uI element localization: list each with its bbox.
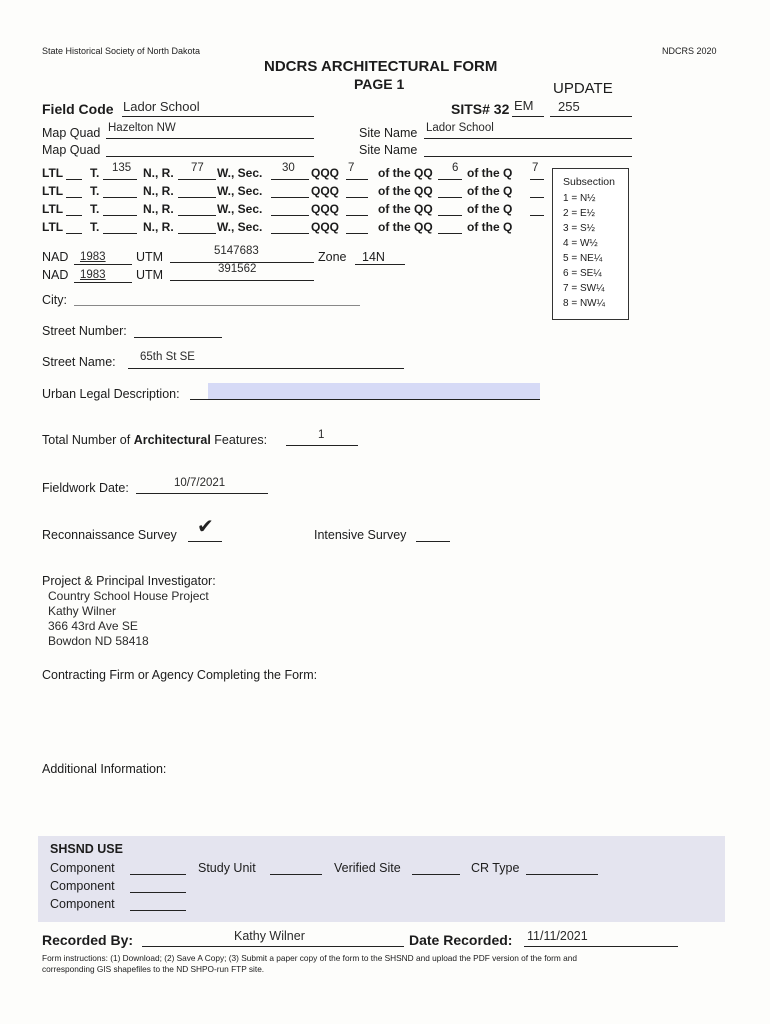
map-quad-line-2 [106,156,314,157]
study-unit-label: Study Unit [198,861,256,875]
section-label: W., Sec. [217,166,263,180]
legal-blank-line[interactable] [103,215,137,216]
subsection-item: 4 = W½ [563,238,598,249]
street-name-label: Street Name: [42,355,116,369]
map-quad-label-2: Map Quad [42,143,101,157]
project-line: Country School House Project [48,589,209,603]
zone-line [355,264,405,265]
ltl-label: LTL [42,220,64,234]
qq-label: of the QQ [378,220,433,234]
site-name-line-2 [424,156,632,157]
qq-label: of the QQ [378,202,433,216]
shsnd-title: SHSND USE [50,842,123,856]
field-code-value[interactable]: Lador School [123,99,200,114]
nad-label-2: NAD [42,268,69,282]
intensive-line [416,541,450,542]
utm-label-1: UTM [136,250,164,264]
legal-blank-line[interactable] [271,215,309,216]
instructions-line-2: corresponding GIS shapefiles to the ND SHPO-run FTP site. [42,964,265,974]
sits-number-line [550,116,632,117]
range-label: N., R. [143,202,174,216]
total-features-line [286,445,358,446]
component-line-1[interactable] [130,874,186,875]
project-line: 366 43rd Ave SE [48,619,138,633]
qq-value[interactable]: 6 [452,162,459,174]
component-line-3[interactable] [130,910,186,911]
legal-blank-line[interactable] [530,197,544,198]
total-features-label: Total Number of Architectural Features: [42,433,268,447]
utm-value-1[interactable]: 5147683 [214,245,259,257]
sits-label: SITS# 32 [451,101,510,117]
site-name-label-2: Site Name [359,143,418,157]
zone-value[interactable]: 14N [362,250,385,264]
section-label: W., Sec. [217,220,263,234]
study-unit-line[interactable] [270,874,322,875]
site-name-label-1: Site Name [359,126,418,140]
q-value[interactable]: 7 [532,162,539,174]
legal-blank-line[interactable] [346,215,368,216]
nad-year-line-2 [74,282,132,283]
subsection-item: 8 = NW¼ [563,298,605,309]
component-label-2: Component [50,879,115,893]
street-name-line [128,368,404,369]
range-label: N., R. [143,184,174,198]
urban-legal-label: Urban Legal Description: [42,387,180,401]
map-quad-line-1 [106,138,314,139]
nad-label-1: NAD [42,250,69,264]
qq-label: of the QQ [378,166,433,180]
subsection-legend [552,168,629,320]
form-title: NDCRS ARCHITECTURAL FORM [264,58,498,75]
legal-blank-line[interactable] [346,197,368,198]
legal-blank-line[interactable] [438,197,462,198]
recon-check-icon[interactable]: ✔ [197,516,214,538]
legal-blank-line[interactable] [178,233,216,234]
total-features-value[interactable]: 1 [318,429,325,441]
qqq-label: QQQ [311,184,340,198]
utm-value-2[interactable]: 391562 [218,263,257,275]
legal-blank-line[interactable] [438,233,462,234]
legal-blank-line[interactable] [103,197,137,198]
intensive-survey-label: Intensive Survey [314,528,407,542]
subsection-item: 6 = SE¼ [563,268,602,279]
legal-blank-line[interactable] [178,215,216,216]
section-value[interactable]: 30 [282,162,295,174]
section-label: W., Sec. [217,202,263,216]
page-label: PAGE 1 [354,76,405,92]
township-label: T. [90,202,100,216]
township-label: T. [90,166,100,180]
ltl-label: LTL [42,184,64,198]
legal-blank-line[interactable] [346,233,368,234]
legal-blank-line[interactable] [66,179,82,180]
fieldwork-date-label: Fieldwork Date: [42,481,129,495]
recorded-by-line [142,946,404,947]
legal-blank-line[interactable] [66,233,82,234]
legal-blank-line[interactable] [271,233,309,234]
nad-year-line-1 [74,264,132,265]
legal-blank-line[interactable] [346,179,368,180]
recon-line [188,541,222,542]
shsnd-use-box [38,836,725,922]
qqq-value[interactable]: 7 [348,162,355,174]
component-line-2[interactable] [130,892,186,893]
ltl-label: LTL [42,202,64,216]
sits-county[interactable]: EM [514,98,534,113]
qqq-label: QQQ [311,166,340,180]
verified-site-label: Verified Site [334,861,401,875]
site-name-value-1[interactable]: Lador School [426,122,494,134]
subsection-item: 2 = E½ [563,208,595,219]
fieldwork-date-value[interactable]: 10/7/2021 [174,477,226,489]
ltl-label: LTL [42,166,64,180]
subsection-item: 1 = N½ [563,193,596,204]
zone-label: Zone [318,250,347,264]
q-label: of the Q [467,202,513,216]
qqq-label: QQQ [311,220,340,234]
township-value[interactable]: 135 [112,162,132,174]
city-line [74,305,360,306]
project-line: Bowdon ND 58418 [48,634,149,648]
component-label-3: Component [50,897,115,911]
subsection-title: Subsection [563,176,615,188]
qq-label: of the QQ [378,184,433,198]
legal-blank-line[interactable] [103,233,137,234]
legal-blank-line[interactable] [530,215,544,216]
update-label: UPDATE [553,80,613,97]
map-quad-label-1: Map Quad [42,126,101,140]
utm-line-2 [170,280,314,281]
map-quad-value-1[interactable]: Hazelton NW [108,122,176,134]
range-label: N., R. [143,166,174,180]
cr-type-line[interactable] [526,874,598,875]
township-label: T. [90,220,100,234]
legal-blank-line[interactable] [178,197,216,198]
subsection-item: 7 = SW¼ [563,283,605,294]
field-code-label: Field Code [42,101,114,117]
street-number-label: Street Number: [42,324,127,338]
qqq-label: QQQ [311,202,340,216]
verified-site-line[interactable] [412,874,460,875]
org-name: State Historical Society of North Dakota [42,46,201,56]
range-value[interactable]: 77 [191,162,204,174]
component-label-1: Component [50,861,115,875]
nad-year-2[interactable]: 1983 [80,269,106,281]
township-label: T. [90,184,100,198]
project-label: Project & Principal Investigator: [42,574,216,588]
q-label: of the Q [467,220,513,234]
contracting-label: Contracting Firm or Agency Completing the Form: [42,668,318,682]
cr-type-label: CR Type [471,861,520,875]
legal-blank-line[interactable] [438,215,462,216]
additional-info-label: Additional Information: [42,762,167,776]
recorded-by-value[interactable]: Kathy Wilner [234,929,305,943]
site-name-line-1 [424,138,632,139]
nad-year-1[interactable]: 1983 [80,251,106,263]
legal-blank-line[interactable] [438,179,462,180]
range-label: N., R. [143,220,174,234]
field-code-line [122,116,314,117]
legal-blank-line[interactable] [271,197,309,198]
instructions-line-1: Form instructions: (1) Download; (2) Save A Copy; (3) Submit a paper copy of the form to the SHSND and upload the PDF version of the form and [42,953,577,963]
form-code: NDCRS 2020 [662,46,717,56]
legal-blank-line[interactable] [66,215,82,216]
recon-survey-label: Reconnaissance Survey [42,528,177,542]
legal-blank-line[interactable] [178,179,216,180]
sits-county-line [512,116,544,117]
subsection-item: 5 = NE¼ [563,253,603,264]
legal-blank-line[interactable] [66,197,82,198]
legal-blank-line[interactable] [103,179,137,180]
date-recorded-line [524,946,678,947]
recorded-by-label: Recorded By: [42,932,134,948]
urban-legal-field[interactable] [208,383,540,399]
project-line: Kathy Wilner [48,604,117,618]
date-recorded-value[interactable]: 11/11/2021 [527,929,588,943]
q-label: of the Q [467,184,513,198]
sits-number[interactable]: 255 [558,99,580,114]
q-label: of the Q [467,166,513,180]
fieldwork-date-line [136,493,268,494]
urban-legal-line [190,399,540,400]
subsection-item: 3 = S½ [563,223,595,234]
section-label: W., Sec. [217,184,263,198]
street-name-value[interactable]: 65th St SE [140,351,195,363]
street-number-line [134,337,222,338]
legal-blank-line[interactable] [271,179,309,180]
legal-blank-line[interactable] [530,179,544,180]
date-recorded-label: Date Recorded: [409,932,513,948]
utm-label-2: UTM [136,268,164,282]
city-label: City: [42,293,67,307]
